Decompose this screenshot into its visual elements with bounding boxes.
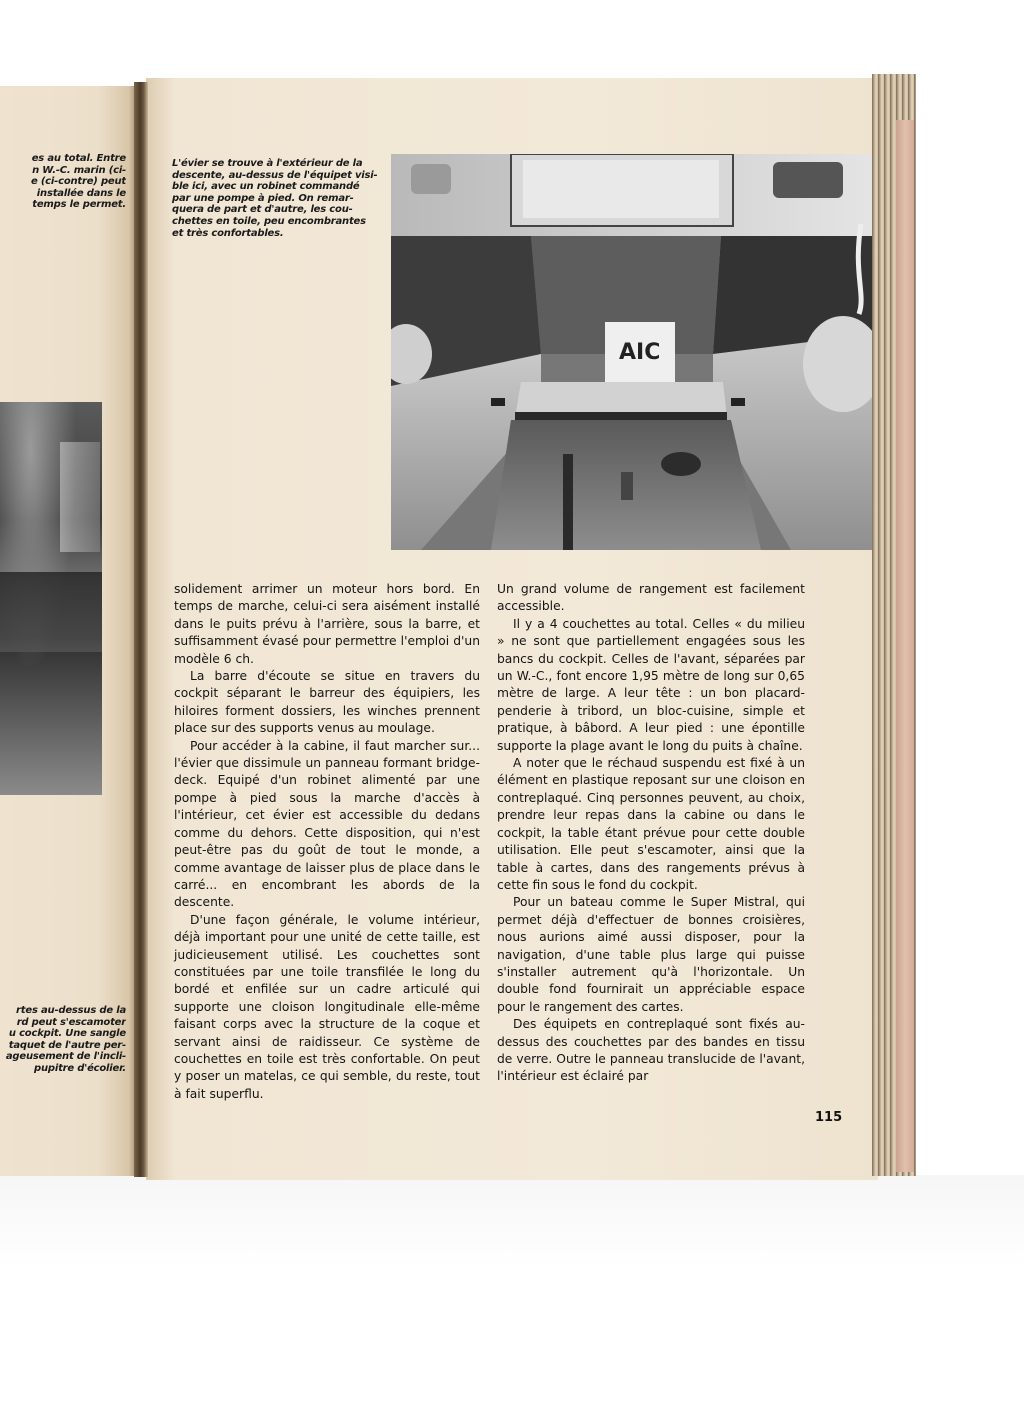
article-column-left — [174, 581, 480, 1103]
paragraph: Il y a 4 couchettes au total. Celles « du milieu » ne sont que partiellement engagées sous les bancs du cockpit. Celles de l'avant, séparées par un W.-C., font encore 1,95 mètre de long sur 0,65 mètre de large. A leur tête : un bon placard-penderie à tribord, un bloc-cuisine, simple et pratique, à bâbord. A leur pied : une épontille supporte la plage avant le long du puits à chaîne. — [497, 616, 805, 753]
paragraph: Des équipets en contreplaqué sont fixés au-dessus des couchettes par des bandes en tissu de verre. Outre le panneau translucide de l'avant, l'intérieur est éclairé par — [497, 1017, 805, 1084]
paragraph: A noter que le réchaud suspendu est fixé à un élément en plastique reposant sur une cloison en contreplaqué. Cinq personnes peuvent, au choix, prendre leur repas dans la cabine ou dans le cockpit, la table étant prévue pour cette double utilisation. Elle peut s'escamoter, ainsi que la table à cartes, dans des rangements prévus à cette fin sous le fond du cockpit. — [497, 756, 805, 892]
left-caption-top: es au total. Entre n W.-C. marin (ci- e (ci-contre) peut installée dans le temps le permet. — [30, 153, 126, 211]
paragraph: La barre d'écoute se situe en travers du cockpit séparant le barreur des équipiers, les hiloires forment dossiers, les winches prennent place sur des supports venus au moulage. — [174, 669, 480, 736]
book-gutter — [134, 82, 148, 1177]
cabin-interior-photo — [391, 154, 872, 550]
paragraph: Pour accéder à la cabine, il faut marcher sur... l'évier que dissimule un panneau formant bridge-deck. Equipé d'un robinet alimenté par une pompe à pied sous la marche d'accès à l'intérieur, cet évier est accessible du dedans comme du dehors. Cette disposition, qui n'est peut-être pas du goût de tout le monde, a comme avantage de laisser plus de place dans le carré... en encombrant les abords de la descente. — [174, 738, 480, 910]
paragraph: solidement arrimer un moteur hors bord. En temps de marche, celui-ci sera aisément installé dans le puits prévu à l'arrière, sous la barre, et suffisamment évasé pour permettre l'emploi d'un modèle 6 ch. — [174, 582, 480, 666]
paragraph: Pour un bateau comme le Super Mistral, qui permet déjà d'effectuer de bonnes croisières, nous aurions aimé aussi disposer, pour la navigation, d'une table plus large qui puisse s'installer autrement qu'à l'horizontale. Un double fond fournirait un appréciable espace pour le rangement des cartes. — [497, 895, 805, 1014]
svg-text:AIC: AIC — [619, 340, 661, 365]
paragraph: Un grand volume de rangement est facilement accessible. — [497, 582, 805, 614]
article-column-right — [497, 581, 805, 1086]
left-caption-bottom: rtes au-dessus de la rd peut s'escamoter u cockpit. Une sangle taquet de l'autre per- ageusement de l'incli- pupitre d'écolier. — [5, 1005, 126, 1074]
page-edges-tint — [896, 120, 914, 1172]
page-number: 115 — [815, 1110, 843, 1125]
left-photo — [0, 402, 102, 795]
photo-caption: L'évier se trouve à l'extérieur de la descente, au-dessus de l'équipet visi- ble ici, avec un robinet commandé par une pompe à pied. On remar- quera de part et d'autre, les cou- chettes en toile, peu encombrantes et très confortables. — [172, 158, 378, 239]
scanner-background — [0, 1175, 1024, 1409]
paragraph: D'une façon générale, le volume intérieur, déjà important pour une unité de cette taille, est judicieusement utilisé. Les couchettes sont constituées par une toile transfilée le long du bordé et enfilée sur un cadre articulé qui supporte une cloison longitudinale elle-même faisant corps avec la structure de la coque et servant ainsi de raidisseur. Ce système de couchettes en toile est très confortable. On peut y poser un matelas, ce qui semble, du reste, tout à fait superflu. — [174, 912, 480, 1101]
